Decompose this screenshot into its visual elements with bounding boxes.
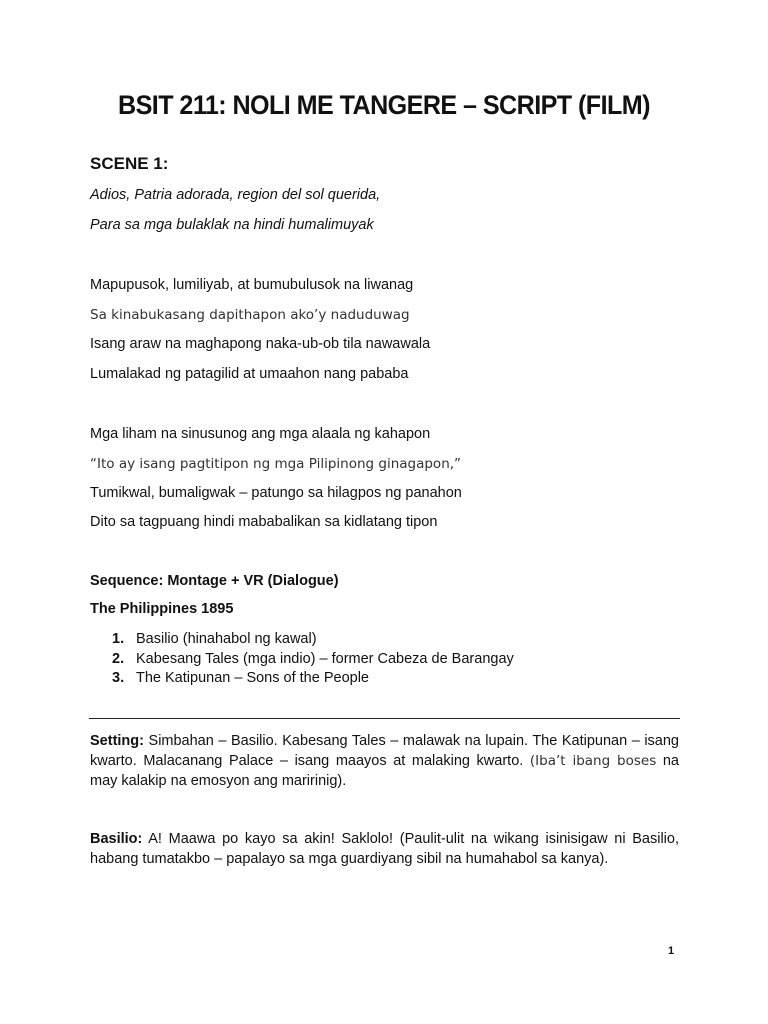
place-heading: The Philippines 1895 bbox=[90, 601, 234, 617]
list-number: 3. bbox=[112, 670, 125, 686]
dialogue-text: A! Maawa po kayo sa akin! Saklolo! (Paulit-ulit na wikang isinisigaw ni Basilio, habang tumatakbo – papalayo sa mga guardiyang sibil na humahabol sa kanya). bbox=[90, 831, 679, 867]
setting-paragraph bbox=[90, 731, 679, 791]
dialogue-paragraph bbox=[90, 829, 679, 869]
horizontal-divider bbox=[89, 718, 680, 719]
speaker-label: Basilio: bbox=[90, 831, 143, 847]
setting-label: Setting: bbox=[90, 733, 144, 749]
list-item bbox=[90, 650, 514, 670]
poem-line: Mga liham na sinusunog ang mga alaala ng kahapon bbox=[90, 426, 431, 442]
scene-heading: SCENE 1: bbox=[90, 154, 169, 173]
setting-note: (Iba’t ibang boses bbox=[529, 753, 657, 769]
list-text: Kabesang Tales (mga indio) – former Cabeza de Barangay bbox=[136, 650, 514, 667]
poem-line: “Ito ay isang pagtitipon ng mga Pilipinong ginagapon,” bbox=[90, 456, 462, 472]
list-text: Basilio (hinahabol ng kawal) bbox=[136, 631, 317, 647]
poem-line: Dito sa tagpuang hindi mababalikan sa kidlatang tipon bbox=[90, 514, 438, 530]
poem-line: Sa kinabukasang dapithapon ako’y naduduwag bbox=[90, 307, 410, 323]
list-text: The Katipunan – Sons of the People bbox=[136, 670, 369, 686]
sequence-heading: Sequence: Montage + VR (Dialogue) bbox=[90, 573, 339, 589]
poem-line: Para sa mga bulaklak na hindi humalimuyak bbox=[90, 217, 374, 233]
page-number: 1 bbox=[668, 945, 675, 957]
cast-list bbox=[90, 630, 514, 689]
poem-line: Lumalakad ng patagilid at umaahon nang pababa bbox=[90, 366, 409, 382]
list-number: 2. bbox=[112, 650, 125, 667]
list-item bbox=[90, 669, 514, 689]
list-item bbox=[90, 630, 514, 650]
document-title: BSIT 211: NOLI ME TANGERE – SCRIPT (FILM) bbox=[118, 90, 650, 120]
setting-text: Simbahan – Basilio. Kabesang Tales – malawak na lupain. The Katipunan – isang kwarto. Malacanang Palace – isang maayos at malaking kwarto. bbox=[90, 733, 679, 769]
poem-line: Isang araw na maghapong naka-ub-ob tila nawawala bbox=[90, 336, 431, 352]
poem-line: Adios, Patria adorada, region del sol querida, bbox=[90, 187, 381, 203]
poem-line: Tumikwal, bumaligwak – patungo sa hilagpos ng panahon bbox=[90, 485, 462, 501]
poem-line: Mapupusok, lumiliyab, at bumubulusok na liwanag bbox=[90, 277, 414, 293]
setting-text-end: na may kalakip na emosyon ang maririnig). bbox=[90, 753, 679, 789]
list-number: 1. bbox=[112, 631, 125, 647]
